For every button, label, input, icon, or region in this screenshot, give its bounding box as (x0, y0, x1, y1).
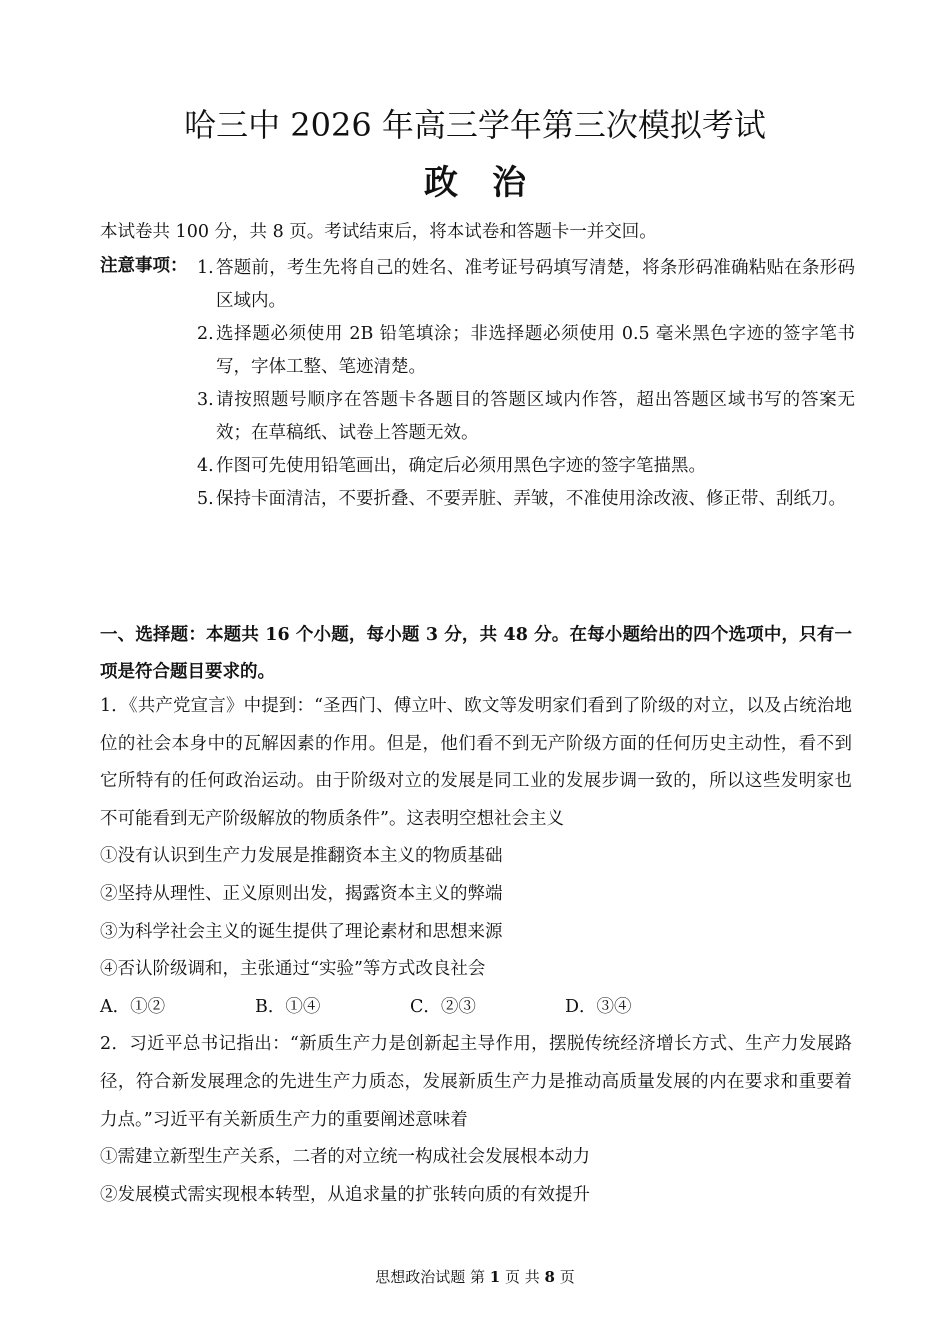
notes-label: 注意事项： (100, 256, 188, 276)
footer-total-pages: 8 (544, 1268, 555, 1286)
question-statement: ②发展模式需实现根本转型，从追求量的扩张转向质的有效提升 (100, 1184, 590, 1205)
exam-intro: 本试卷共 100 分，共 8 页。考试结束后，将本试卷和答题卡一并交回。 (100, 222, 657, 242)
question-2 (100, 1026, 852, 1214)
page-footer (0, 1266, 950, 1287)
option-a: A．①② (100, 996, 166, 1017)
option-b: B．①④ (255, 996, 321, 1017)
option-c: C．②③ (410, 996, 476, 1017)
question-statement: ④否认阶级调和，主张通过“实验”等方式改良社会 (100, 959, 486, 980)
footer-middle: 页 共 (504, 1268, 540, 1286)
note-number: 3. (197, 390, 214, 410)
section-heading: 一、选择题：本题共 16 个小题，每小题 3 分，共 48 分。在每小题给出的四个选项中，只有一项是符合题目要求的。 (100, 625, 852, 682)
note-number: 4. (197, 456, 214, 476)
note-item (197, 252, 855, 318)
note-text: 作图可先使用铅笔画出，确定后必须用黑色字迹的签字笔描黑。 (216, 456, 706, 476)
question-statement: ②坚持从理性、正义原则出发，揭露资本主义的弊端 (100, 883, 503, 904)
question-statement: ①需建立新型生产关系，二者的对立统一构成社会发展根本动力 (100, 1147, 590, 1168)
note-item (197, 450, 855, 483)
question-stem: 1．《共产党宣言》中提到：“圣西门、傅立叶、欧文等发明家们看到了阶级的对立，以及占统治地位的社会本身中的瓦解因素的作用。但是，他们看不到无产阶级方面的任何历史主动性，看不到它所特有的任何政治运动。由于阶级对立的发展是同工业的发展步调一致的，所以这些发明家也不可能看到无产阶级解放的物质条件”。这表明空想社会主义 (100, 696, 852, 829)
footer-prefix: 思想政治试题 第 (375, 1268, 485, 1286)
footer-page-number: 1 (489, 1268, 501, 1286)
exam-title: 哈三中 2026 年高三学年第三次模拟考试 (184, 106, 766, 144)
question-1 (100, 688, 852, 1026)
subject-title: 政治 (424, 163, 560, 203)
note-text: 选择题必须使用 2B 铅笔填涂；非选择题必须使用 0.5 毫米黑色字迹的签字笔书写，字体工整、笔迹清楚。 (216, 324, 855, 377)
note-text: 请按照题号顺序在答题卡各题目的答题区域内作答，超出答题区域书写的答案无效；在草稿纸、试卷上答题无效。 (216, 390, 855, 443)
question-statement: ①没有认识到生产力发展是推翻资本主义的物质基础 (100, 846, 503, 867)
questions-block (100, 688, 852, 1214)
note-item (197, 384, 855, 450)
option-d: D．③④ (565, 996, 632, 1017)
note-number: 2. (197, 324, 214, 344)
note-item (197, 483, 855, 516)
question-statement: ③为科学社会主义的诞生提供了理论素材和思想来源 (100, 921, 503, 942)
note-text: 答题前，考生先将自己的姓名、准考证号码填写清楚，将条形码准确粘贴在条形码区域内。 (216, 258, 855, 311)
note-number: 5. (197, 489, 214, 509)
question-stem: 2．习近平总书记指出：“新质生产力是创新起主导作用，摆脱传统经济增长方式、生产力发展路径，符合新发展理念的先进生产力质态，发展新质生产力是推动高质量发展的内在要求和重要着力点。”习近平有关新质生产力的重要阐述意味着 (100, 1034, 852, 1130)
note-text: 保持卡面清洁，不要折叠、不要弄脏、弄皱，不准使用涂改液、修正带、刮纸刀。 (216, 489, 846, 509)
note-number: 1. (197, 258, 214, 278)
note-item (197, 318, 855, 384)
notes-list (100, 252, 855, 516)
footer-suffix: 页 (559, 1268, 575, 1286)
answer-options (100, 989, 852, 1027)
